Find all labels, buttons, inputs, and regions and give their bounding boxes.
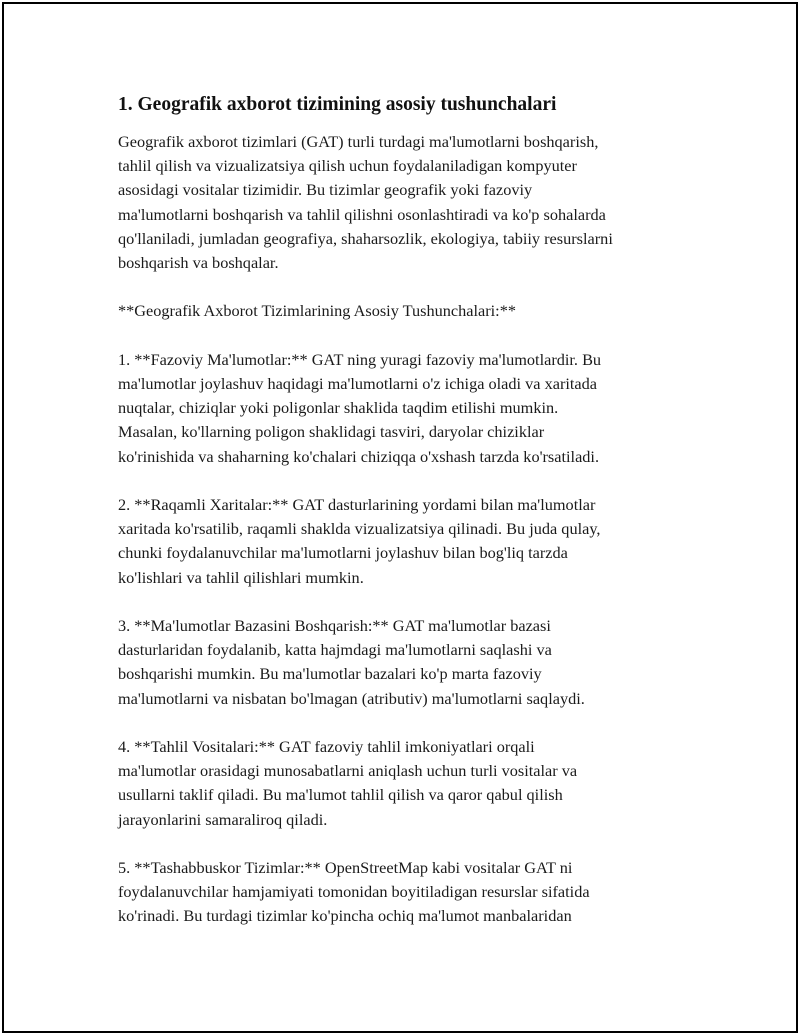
text-line: jarayonlarini samaraliroq qiladi.: [118, 809, 328, 829]
text-line: Geografik axborot tizimlari (GAT) turli turdagi ma'lumotlarni boshqarish,: [118, 132, 599, 151]
text-line: ko'rinadi. Bu turdagi tizimlar ko'pincha ochiq ma'lumot manbalaridan: [118, 906, 572, 926]
text-line: ma'lumotlar orasidagi munosabatlarni aniqlash uchun turli vositalar va: [118, 761, 578, 781]
text-line: foydalanuvchilar hamjamiyati tomonidan boyitiladigan resurslar sifatida: [118, 882, 590, 902]
text-line: ma'lumotlarni boshqarish va tahlil qilishni osonlashtiradi va ko'p sohalarda: [118, 204, 606, 224]
text-line: 4. **Tahlil Vositalari:** GAT fazoviy tahlil imkoniyatlari orqali: [118, 737, 535, 756]
text-line: 5. **Tashabbuskor Tizimlar:** OpenStreetMap kabi vositalar GAT ni: [118, 858, 573, 877]
paragraph: [118, 614, 688, 711]
text-line: usullarni taklif qiladi. Bu ma'lumot tahlil qilish va qaror qabul qilish: [118, 785, 563, 805]
document-body: [118, 92, 688, 953]
text-line: Masalan, ko'llarning poligon shaklidagi tasviri, daryolar chiziklar: [118, 422, 545, 442]
text-line: dasturlaridan foydalanib, katta hajmdagi ma'lumotlarni saqlashi va: [118, 640, 552, 660]
text-line: xaritada ko'rsatilib, raqamli shaklda vizualizatsiya qilinadi. Bu juda qulay,: [118, 519, 601, 539]
text-line: ko'lishlari va tahlil qilishlari mumkin.: [118, 567, 364, 587]
text-line: ma'lumotlarni va nisbatan bo'lmagan (atributiv) ma'lumotlarni saqlaydi.: [118, 688, 585, 708]
text-line: ma'lumotlar joylashuv haqidagi ma'lumotlarni o'z ichiga oladi va xaritada: [118, 374, 598, 393]
document-title: 1. Geografik axborot tizimining asosiy tushunchalari: [118, 94, 557, 115]
text-line: tahlil qilish va vizualizatsiya qilish uchun foydalaniladigan kompyuter: [118, 156, 577, 176]
text-line: 2. **Raqamli Xaritalar:** GAT dasturlarining yordami bilan ma'lumotlar: [118, 495, 596, 514]
paragraph: [118, 493, 688, 590]
text-line: **Geografik Axborot Tizimlarining Asosiy Tushunchalari:**: [118, 301, 516, 321]
paragraph: [118, 348, 688, 469]
paragraph: [118, 130, 688, 275]
text-line: 1. **Fazoviy Ma'lumotlar:** GAT ning yuragi fazoviy ma'lumotlardir. Bu: [118, 349, 602, 369]
paragraph: [118, 856, 688, 929]
paragraph-list: [118, 130, 688, 929]
text-line: nuqtalar, chiziqlar yoki poligonlar shaklida taqdim etilishi mumkin.: [118, 398, 559, 418]
paragraph: [118, 299, 688, 323]
text-line: boshqarish va boshqalar.: [118, 253, 279, 273]
text-line: chunki foydalanuvchilar ma'lumotlarni joylashuv bilan bog'liq tarzda: [118, 543, 568, 563]
text-line: 3. **Ma'lumotlar Bazasini Boshqarish:** GAT ma'lumotlar bazasi: [118, 616, 551, 635]
text-line: qo'llaniladi, jumladan geografiya, shaharsozlik, ekologiya, tabiiy resurslarni: [118, 228, 613, 248]
text-line: ko'rinishida va shaharning ko'chalari chiziqqa o'xshash tarzda ko'rsatiladi.: [118, 446, 600, 466]
paragraph: [118, 735, 688, 832]
text-line: boshqarishi mumkin. Bu ma'lumotlar bazalari ko'p marta fazoviy: [118, 664, 542, 684]
text-line: asosidagi vositalar tizimidir. Bu tizimlar geografik yoki fazoviy: [118, 180, 533, 200]
